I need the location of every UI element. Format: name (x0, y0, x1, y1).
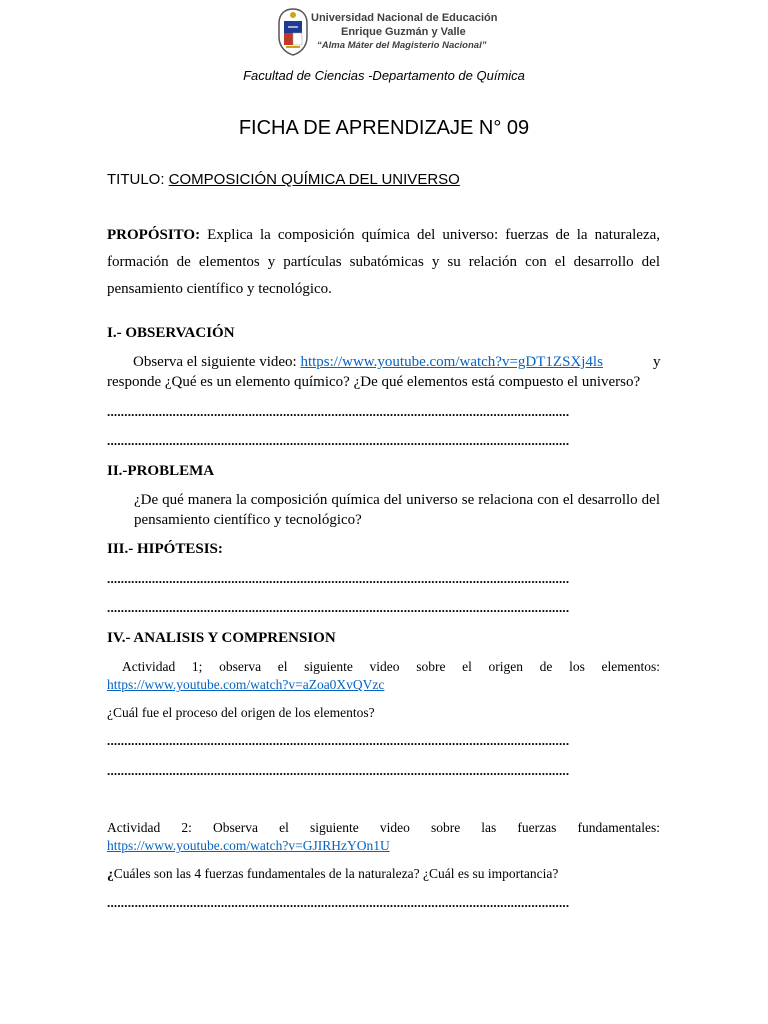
answer-line: ...................................................................................................................................... (107, 433, 570, 448)
actividad2-line: Actividad 2: Observa el siguiente video sobre las fuerzas fundamentales: (107, 820, 660, 835)
titulo-line (107, 171, 460, 188)
problema-heading: II.-PROBLEMA (107, 463, 215, 479)
university-line2: Enrique Guzmán y Valle (341, 26, 466, 38)
actividad2-question (107, 866, 558, 882)
answer-line: ...................................................................................................................................... (107, 733, 570, 748)
titulo-value: COMPOSICIÓN QUÍMICA DEL UNIVERSO (168, 171, 460, 188)
analisis-heading: IV.- ANALISIS Y COMPRENSION (107, 630, 336, 646)
actividad2-question-mark: ¿ (107, 866, 114, 881)
proposito-line2: formación de elementos y partículas subatómicas y su relación con el desarrollo del (107, 254, 660, 270)
problema-line2: pensamiento científico y tecnológico? (134, 512, 362, 528)
observacion-line1 (133, 354, 603, 371)
faculty-line: Facultad de Ciencias -Departamento de Química (243, 68, 525, 83)
proposito-text1: Explica la composición química del universo: fuerzas de la naturaleza, (207, 227, 661, 243)
proposito-line1 (107, 227, 660, 244)
observacion-heading: I.- OBSERVACIÓN (107, 325, 235, 341)
proposito-line3: pensamiento científico y tecnológico. (107, 281, 332, 297)
actividad1-video-link[interactable]: https://www.youtube.com/watch?v=aZoa0XvQVzc (107, 677, 385, 692)
university-name (311, 11, 511, 52)
problema-line1: ¿De qué manera la composición química del universo se relaciona con el desarrollo del (134, 492, 660, 508)
answer-line: ...................................................................................................................................... (107, 763, 570, 778)
university-motto: “Alma Máter del Magisterio Nacional” (317, 40, 487, 51)
actividad1-line: Actividad 1; observa el siguiente video sobre el origen de los elementos: (122, 659, 660, 674)
hipotesis-heading: III.- HIPÓTESIS: (107, 541, 223, 557)
observacion-prefix: Observa el siguiente video: (133, 354, 301, 370)
titulo-label: TITULO: (107, 171, 169, 188)
university-line1: Universidad Nacional de Educación (311, 12, 498, 24)
answer-line: ...................................................................................................................................... (107, 895, 570, 910)
university-seal-icon (276, 7, 310, 57)
observacion-suffix: y (653, 354, 661, 370)
actividad2-question-text: Cuáles son las 4 fuerzas fundamentales de la naturaleza? ¿Cuál es su importancia? (113, 866, 559, 881)
proposito-label: PROPÓSITO: (107, 227, 201, 243)
actividad1-question: ¿Cuál fue el proceso del origen de los elementos? (107, 705, 375, 720)
answer-line: ...................................................................................................................................... (107, 571, 570, 586)
answer-line: ...................................................................................................................................... (107, 404, 570, 419)
answer-line: ...................................................................................................................................... (107, 600, 570, 615)
document-title: FICHA DE APRENDIZAJE N° 09 (238, 117, 530, 139)
observacion-line2: responde ¿Qué es un elemento químico? ¿De qué elementos está compuesto el universo? (107, 374, 641, 390)
observacion-video-link[interactable]: https://www.youtube.com/watch?v=gDT1ZSXj4ls (300, 354, 603, 370)
actividad2-video-link[interactable]: https://www.youtube.com/watch?v=GJIRHzYOn1U (107, 838, 390, 853)
